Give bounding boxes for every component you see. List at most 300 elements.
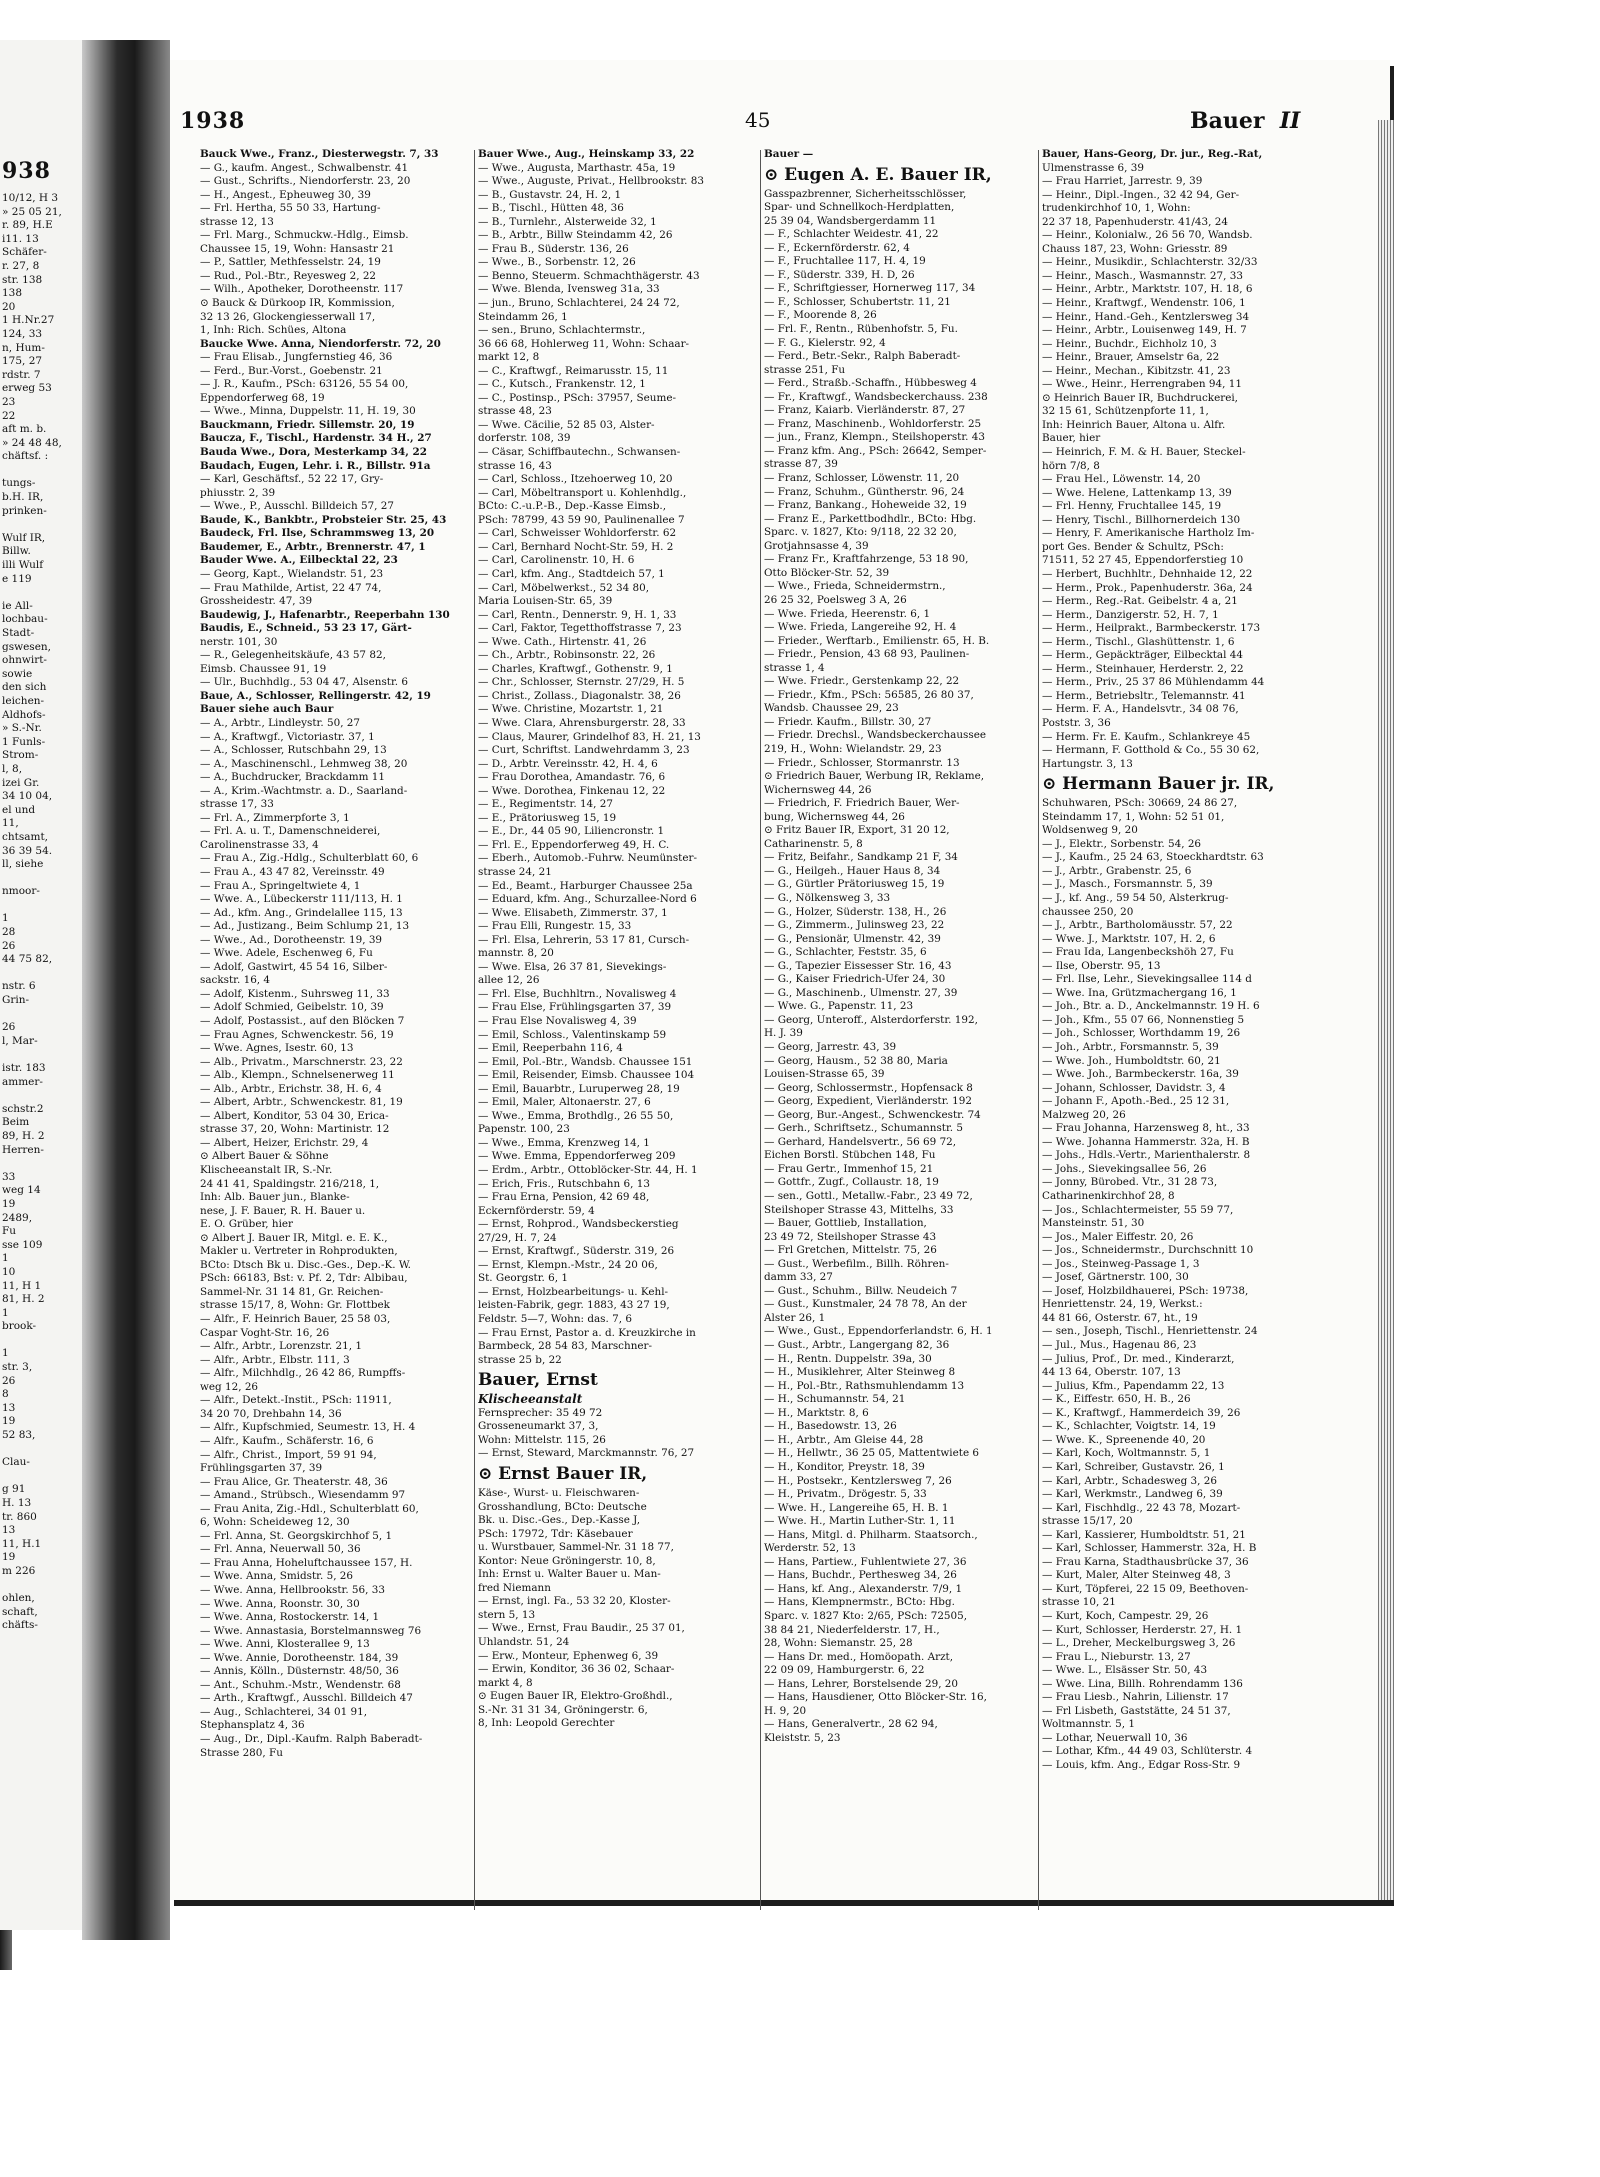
- previous-page-line: 1: [2, 1306, 9, 1319]
- directory-entry-line: — Herm., Tischl., Glashüttenstr. 1, 6: [1042, 635, 1235, 648]
- directory-entry-line: — Amand., Strübsch., Wiesendamm 97: [200, 1489, 406, 1502]
- directory-entry-line: Kontor: Neue Gröningerstr. 10, 8,: [478, 1554, 656, 1567]
- directory-entry-line: — Karl, Schlosser, Hammerstr. 32a, H. B: [1042, 1542, 1257, 1555]
- previous-page-line: gswesen,: [2, 640, 52, 653]
- directory-entry-line: St. Georgstr. 6, 1: [478, 1272, 568, 1285]
- previous-page-line: Herren-: [2, 1143, 44, 1156]
- directory-entry-line: Inh: Ernst u. Walter Bauer u. Man-: [478, 1568, 661, 1581]
- previous-page-line: 81, H. 2: [2, 1293, 45, 1306]
- previous-page-line: 22: [2, 409, 16, 422]
- previous-page-line: sse 109: [2, 1238, 43, 1251]
- directory-entry-line: — Wwe., Ad., Dorotheenstr. 19, 39: [200, 933, 383, 946]
- directory-entry-line: — Frl. Marg., Schmuckw.-Hdlg., Eimsb.: [200, 229, 409, 242]
- directory-entry-line: Chauss 187, 23, Wohn: Griesstr. 89: [1042, 242, 1228, 255]
- previous-page-year: 938: [2, 158, 51, 184]
- previous-page-line: 11,: [2, 817, 19, 830]
- previous-page-line: aft m. b.: [2, 423, 47, 436]
- directory-entry-line: — Hans, Hausdiener, Otto Blöcker-Str. 16,: [764, 1691, 987, 1704]
- directory-entry-line: — Emil, Maler, Altonaerstr. 27, 6: [478, 1096, 651, 1109]
- directory-entry-head: Bauer siehe auch Baur: [200, 703, 334, 716]
- directory-entry-line: — Ernst, Kraftwgf., Süderstr. 319, 26: [478, 1245, 675, 1258]
- directory-entry-line: — Frau Karna, Stadthausbrücke 37, 36: [1042, 1555, 1249, 1568]
- previous-page-line: 11, H.1: [2, 1537, 42, 1550]
- previous-page-line: nstr. 6: [2, 980, 36, 993]
- directory-entry-line: — Hans, Klempnermstr., BCto: Hbg.: [764, 1596, 955, 1609]
- directory-entry-line: bung, Wichernsweg 44, 26: [764, 810, 905, 823]
- previous-page-line: 138: [2, 287, 23, 300]
- directory-entry-line: Henriettenstr. 24, 19, Werkst.:: [1042, 1298, 1203, 1311]
- directory-entry-line: — C., Postinsp., PSch: 37957, Seume-: [478, 391, 676, 404]
- directory-entry-line: strasse 15/17, 20: [1042, 1515, 1133, 1528]
- directory-entry-line: — Wwe. A., Lübeckerstr 111/113, H. 1: [200, 893, 403, 906]
- previous-page-line: [2, 1157, 82, 1171]
- directory-entry-line: — Carl, Carolinenstr. 10, H. 6: [478, 554, 635, 567]
- previous-page-line: lochbau-: [2, 613, 48, 626]
- directory-entry-head: Bauckmann, Friedr. Sillemstr. 20, 19: [200, 418, 415, 431]
- directory-entry-line: — Frl. Else, Buchhltrn., Novalisweg 4: [478, 987, 677, 1000]
- directory-entry-line: — Frl. A. u. T., Damenschneiderei,: [200, 825, 381, 838]
- directory-entry-line: — D., Arbtr. Vereinsstr. 42, H. 4, 6: [478, 757, 658, 770]
- directory-entry-line: weg 12, 26: [200, 1380, 259, 1393]
- directory-entry-line: — Wwe. Ina, Grützmachergang 16, 1: [1042, 986, 1237, 999]
- directory-entry-line: — Joh., Btr. a. D., Anckelmannstr. 19 H. 6: [1042, 1000, 1260, 1013]
- directory-entry-line: — Gust., Werbefilm., Billh. Röhren-: [764, 1257, 949, 1270]
- directory-entry-line: — Herm., Betriebsltr., Telemannstr. 41: [1042, 689, 1246, 702]
- directory-entry-line: — Carl, Möbeltransport u. Kohlenhdlg.,: [478, 486, 687, 499]
- directory-entry-head: Baucza, F., Tischl., Hardenstr. 34 H., 27: [200, 432, 432, 445]
- directory-entry-line: — Friedr., Schlosser, Stormanrstr. 13: [764, 756, 960, 769]
- directory-entry-line: — F., Moorende 8, 26: [764, 309, 877, 322]
- previous-page-line: str. 3,: [2, 1361, 33, 1374]
- directory-entry-line: — Frau A., 43 47 82, Vereinsstr. 49: [200, 865, 385, 878]
- directory-entry-line: ⊙ Fritz Bauer IR, Export, 31 20 12,: [764, 824, 950, 837]
- directory-entry-line: — H., Postsekr., Kentzlersweg 7, 26: [764, 1474, 952, 1487]
- directory-entry-line: — B., Tischl., Hütten 48, 36: [478, 202, 624, 215]
- previous-page-fragment: [0, 40, 84, 1930]
- previous-page-line: l, 8,: [2, 762, 23, 775]
- column-rule: [474, 150, 475, 1910]
- previous-page-line: [2, 872, 82, 886]
- directory-entry-line: — Ferd., Straßb.-Schaffn., Hübbesweg 4: [764, 377, 977, 390]
- directory-entry-line: — Hans, kf. Ang., Alexanderstr. 7/9, 1: [764, 1582, 963, 1595]
- directory-entry-line: — Wwe. Helene, Lattenkamp 13, 39: [1042, 486, 1232, 499]
- directory-entry-head: Baucke Wwe. Anna, Niendorferstr. 72, 20: [200, 337, 441, 350]
- previous-page-line: [2, 464, 82, 478]
- directory-entry-line: — H., Musiklehrer, Alter Steinweg 8: [764, 1366, 956, 1379]
- directory-entry-line: — Wwe. Christine, Mozartstr. 1, 21: [478, 703, 664, 716]
- directory-entry-line: — Wwe., Minna, Duppelstr. 11, H. 19, 30: [200, 405, 416, 418]
- directory-entry-line: — A., Krim.-Wachtmstr. a. D., Saarland-: [200, 784, 408, 797]
- directory-entry-line: — A., Buchdrucker, Brackdamm 11: [200, 771, 385, 784]
- directory-entry-head: Bauck Wwe., Franz., Diesterwegstr. 7, 33: [200, 148, 439, 160]
- directory-entry-line: — Georg, Unteroff., Alsterdorferstr. 192,: [764, 1013, 978, 1026]
- directory-entry-line: Inh: Heinrich Bauer, Altona u. Alfr.: [1042, 418, 1226, 431]
- previous-page-line: 19: [2, 1197, 16, 1210]
- directory-entry-line: — Heinr., Arbtr., Marktstr. 107, H. 18, 6: [1042, 283, 1253, 296]
- directory-entry-line: — Heinr., Masch., Wasmannstr. 27, 33: [1042, 269, 1243, 282]
- previous-page-line: str. 138: [2, 273, 43, 286]
- previous-page-line: sowie: [2, 667, 33, 680]
- directory-entry-line: — Wwe. Elisabeth, Zimmerstr. 37, 1: [478, 906, 668, 919]
- directory-entry-line: — B., Turnlehr., Alsterweide 32, 1: [478, 215, 657, 228]
- previous-page-line: Strom-: [2, 749, 39, 762]
- directory-entry-line: — Alfr., Christ., Import, 59 91 94,: [200, 1448, 377, 1461]
- directory-entry-line: — Frl Gretchen, Mittelstr. 75, 26: [764, 1244, 937, 1257]
- directory-entry-line: PSch: 17972, Tdr: Käsebauer: [478, 1527, 633, 1540]
- directory-entry-line: — Julius, Kfm., Papendamm 22, 13: [1042, 1379, 1225, 1392]
- directory-entry-line: — Georg, Schlossermstr., Hopfensack 8: [764, 1081, 973, 1094]
- previous-page-line: Wulf IR,: [2, 531, 46, 544]
- directory-entry-line: strasse 16, 43: [478, 459, 552, 472]
- directory-entry-line: Caspar Voght-Str. 16, 26: [200, 1326, 330, 1339]
- directory-entry-line: — Carl, kfm. Ang., Stadtdeich 57, 1: [478, 567, 665, 580]
- directory-entry-line: — L., Dreher, Meckelburgsweg 3, 26: [1042, 1637, 1236, 1650]
- directory-entry-line: Poststr. 3, 36: [1042, 716, 1111, 729]
- directory-entry-line: nese, J. F. Bauer, R. H. Bauer u.: [200, 1204, 366, 1217]
- directory-entry-line: Grosseneumarkt 37, 3,: [478, 1420, 599, 1433]
- directory-entry-line: — Ernst, Klempn.-Mstr., 24 20 06,: [478, 1258, 658, 1271]
- directory-entry-line: — Jonny, Bürobed. Vtr., 31 28 73,: [1042, 1176, 1218, 1189]
- previous-page-line: 44 75 82,: [2, 953, 53, 966]
- directory-entry-line: — Wwe. H., Martin Luther-Str. 1, 11: [764, 1515, 956, 1528]
- directory-entry-line: — Charles, Kraftwgf., Gothenstr. 9, 1: [478, 662, 673, 675]
- directory-entry-line: leisten-Fabrik, gegr. 1883, 43 27 19,: [478, 1299, 670, 1312]
- directory-entry-line: — Frau Agnes, Schwenckestr. 56, 19: [200, 1028, 394, 1041]
- directory-entry-line: — Ferd., Bur.-Vorst., Goebenstr. 21: [200, 364, 383, 377]
- previous-page-line: chäftsf. :: [2, 450, 49, 463]
- directory-entry-line: Grosshandlung, BCto: Deutsche: [478, 1500, 647, 1513]
- directory-entry-line: — G., Nölkensweg 3, 33: [764, 891, 891, 904]
- directory-entry-line: — Frau Anita, Zig.-Hdl., Schulterblatt 60,: [200, 1502, 419, 1515]
- previous-page-line: » 25 05 21,: [2, 205, 62, 218]
- directory-entry-line: — Heinr., Dipl.-Ingen., 32 42 94, Ger-: [1042, 188, 1240, 201]
- directory-entry-line: — Ulr., Buchhdlg., 53 04 47, Alsenstr. 6: [200, 676, 408, 689]
- directory-entry-line: — Frau L., Nieburstr. 13, 27: [1042, 1650, 1191, 1663]
- directory-entry-line: — G., Holzer, Süderstr. 138, H., 26: [764, 905, 947, 918]
- directory-entry-line: — Frau Liesb., Nahrin, Lilienstr. 17: [1042, 1691, 1229, 1704]
- directory-entry-line: — Wwe. Blenda, Ivensweg 31a, 33: [478, 283, 660, 296]
- directory-entry-line: — E., Regimentstr. 14, 27: [478, 798, 613, 811]
- previous-page-line: Grin-: [2, 994, 30, 1007]
- directory-entry-line: — Emil, Reisender, Eimsb. Chaussee 104: [478, 1069, 695, 1082]
- directory-entry-line: — Alfr., Kupfschmied, Seumestr. 13, H. 4: [200, 1421, 416, 1434]
- directory-entry-line: dorferstr. 108, 39: [478, 432, 571, 445]
- directory-entry-line: PSch: 66183, Bst: v. Pf. 2, Tdr: Albibau,: [200, 1272, 408, 1285]
- directory-entry-line: — Herm. F. A., Handelsvtr., 34 08 76,: [1042, 703, 1239, 716]
- directory-entry-line: — B., Gustavstr. 24, H. 2, 1: [478, 188, 622, 201]
- directory-entry-line: — Frau Else Novalisweg 4, 39: [478, 1015, 637, 1027]
- directory-entry-line: — Karl, Koch, Woltmannstr. 5, 1: [1042, 1447, 1211, 1460]
- directory-entry-line: — Eberh., Automob.-Fuhrw. Neumünster-: [478, 852, 697, 865]
- directory-entry-line: — Erdm., Arbtr., Ottoblöcker-Str. 44, H. 1: [478, 1164, 698, 1177]
- directory-entry-line: Eichen Borstl. Stübchen 148, Fu: [764, 1149, 936, 1162]
- previous-page-line: chäfts-: [2, 1619, 38, 1632]
- display-advertisement-subtitle: Klischeeanstalt: [478, 1392, 583, 1407]
- previous-page-line: [2, 967, 82, 981]
- directory-entry-line: — J., kf. Ang., 59 54 50, Alsterkrug-: [1042, 891, 1229, 904]
- directory-entry-line: — G., Tapezier Eissesser Str. 16, 43: [764, 959, 952, 972]
- directory-entry-line: — Gust., Schrifts., Niendorferstr. 23, 20: [200, 175, 411, 188]
- directory-entry-line: — Joh., Kfm., 55 07 66, Nonnenstieg 5: [1042, 1013, 1245, 1026]
- directory-entry-line: Louisen-Strasse 65, 39: [764, 1068, 885, 1081]
- directory-entry-line: strasse 17, 33: [200, 798, 274, 811]
- directory-entry-line: — Frau A., Zig.-Hdlg., Schulterblatt 60, 6: [200, 852, 419, 865]
- previous-page-line: 33: [2, 1170, 16, 1183]
- directory-entry-line: — Jos., Schneidermstr., Durchschnitt 10: [1042, 1244, 1254, 1257]
- directory-entry-line: ⊙ Albert J. Bauer IR, Mitgl. e. E. K.,: [200, 1231, 388, 1244]
- directory-entry-line: — J. R., Kaufm., PSch: 63126, 55 54 00,: [200, 378, 409, 391]
- running-head-year: 1938: [180, 108, 246, 134]
- directory-entry-line: — H., Arbtr., Am Gleise 44, 28: [764, 1433, 924, 1446]
- directory-entry-line: — A., Schlosser, Rutschbahn 29, 13: [200, 744, 387, 757]
- directory-entry-line: — Gottfr., Zugf., Collaustr. 18, 19: [764, 1176, 939, 1189]
- directory-entry-line: Feldstr. 5—7, Wohn: das. 7, 6: [478, 1313, 632, 1326]
- directory-entry-line: — G., kaufm. Angest., Schwalbenstr. 41: [200, 161, 409, 174]
- directory-entry-line: — Rud., Pol.-Btr., Reyesweg 2, 22: [200, 269, 377, 282]
- directory-entry-line: — Ant., Schuhm.-Mstr., Wendenstr. 68: [200, 1678, 401, 1691]
- directory-entry-line: — F. G., Kielerstr. 92, 4: [764, 336, 886, 349]
- display-advertisement-name: ⊙ Eugen A. E. Bauer IR,: [764, 164, 992, 185]
- directory-entry-line: — G., Kaiser Friedrich-Ufer 24, 30: [764, 973, 946, 986]
- directory-entry-line: — Wwe. J., Marktstr. 107, H. 2, 6: [1042, 932, 1216, 945]
- directory-entry-line: — Wwe. Clara, Ahrensburgerstr. 28, 33: [478, 716, 686, 729]
- previous-page-line: » S.-Nr.: [2, 722, 42, 735]
- directory-entry-line: — Johs., Sievekingsallee 56, 26: [1042, 1162, 1207, 1175]
- directory-entry-line: — Ferd., Betr.-Sekr., Ralph Baberadt-: [764, 350, 961, 363]
- directory-entry-line: — Heinrich, F. M. & H. Bauer, Steckel-: [1042, 446, 1246, 459]
- column-rule: [1038, 150, 1039, 1910]
- directory-entry-line: Carolinenstrasse 33, 4: [200, 838, 319, 851]
- directory-entry-line: 34 20 70, Drehbahn 14, 36: [200, 1407, 342, 1420]
- section-numeral: II: [1279, 108, 1301, 134]
- previous-page-line: 1: [2, 1252, 9, 1265]
- directory-entry-line: — Ilse, Oberstr. 95, 13: [1042, 959, 1161, 972]
- previous-page-line: 26: [2, 1021, 16, 1034]
- directory-entry-line: — Frau Anna, Hoheluftchaussee 157, H.: [200, 1556, 413, 1569]
- directory-entry-line: — F., Schlachter Weidestr. 41, 22: [764, 228, 939, 241]
- previous-page-line: Clau-: [2, 1456, 30, 1469]
- directory-entry-line: — P., Sattler, Methfesselstr. 24, 19: [200, 256, 381, 269]
- directory-entry-line: — Herm., Prok., Papenhuderstr. 36a, 24: [1042, 581, 1253, 594]
- previous-page-line: [2, 1334, 82, 1348]
- directory-entry-line: Werderstr. 52, 13: [764, 1542, 856, 1555]
- directory-entry-line: Stephansplatz 4, 36: [200, 1719, 305, 1732]
- directory-entry-line: strasse 251, Fu: [764, 363, 846, 376]
- directory-entry-line: — Wwe. Elsa, 26 37 81, Sievekings-: [478, 960, 667, 973]
- directory-entry-line: — Wwe. Anna, Rostockerstr. 14, 1: [200, 1611, 380, 1624]
- directory-entry-line: strasse 1, 4: [764, 661, 825, 674]
- previous-page-line: illi Wulf: [2, 559, 44, 572]
- directory-entry-line: Bauer, hier: [1042, 432, 1101, 445]
- directory-entry-line: — Frau Gertr., Immenhof 15, 21: [764, 1162, 934, 1175]
- directory-entry-line: — Wwe. Dorothea, Finkenau 12, 22: [478, 784, 666, 797]
- directory-entry-line: — Frl. F., Rentn., Rübenhofstr. 5, Fu.: [764, 323, 958, 336]
- directory-entry-line: — Emil, Pol.-Btr., Wandsb. Chaussee 151: [478, 1055, 693, 1068]
- directory-entry-line: — Wwe. Lina, Billh. Rohrendamm 136: [1042, 1677, 1243, 1690]
- directory-entry-line: 28, Wohn: Siemanstr. 25, 28: [764, 1637, 913, 1650]
- directory-entry-line: — Frl. Hertha, 55 50 33, Hartung-: [200, 202, 381, 215]
- directory-entry-line: Strasse 280, Fu: [200, 1746, 283, 1759]
- directory-entry-line: — Alfr., F. Heinrich Bauer, 25 58 03,: [200, 1313, 391, 1326]
- directory-entry-line: Chaussee 15, 19, Wohn: Hansastr 21: [200, 242, 395, 255]
- directory-entry-line: Grotjahnsasse 4, 39: [764, 539, 869, 552]
- directory-entry-line: — E., Dr., 44 05 90, Liliencronstr. 1: [478, 825, 665, 838]
- directory-entry-line: — F., Eckernförderstr. 62, 4: [764, 241, 910, 254]
- previous-page-line: [2, 1579, 82, 1593]
- previous-page-text: [2, 192, 82, 1633]
- page-number: 45: [745, 108, 771, 132]
- directory-entry-line: — Frau Elli, Rungestr. 15, 33: [478, 920, 632, 933]
- directory-entry-line: — H., Schumannstr. 54, 21: [764, 1393, 906, 1406]
- directory-entry-line: — Josef, Gärtnerstr. 100, 30: [1042, 1271, 1189, 1284]
- directory-entry-line: — Alb., Arbtr., Erichstr. 38, H. 6, 4: [200, 1082, 382, 1095]
- previous-page-line: rdstr. 7: [2, 368, 41, 381]
- directory-entry-line: — Franz Fr., Kraftfahrzenge, 53 18 90,: [764, 553, 969, 566]
- directory-entry-line: — F., Schlosser, Schubertstr. 11, 21: [764, 295, 951, 308]
- directory-entry-line: markt 4, 8: [478, 1676, 533, 1689]
- directory-entry-line: — Benno, Steuerm. Schmachthägerstr. 43: [478, 269, 700, 282]
- previous-page-line: 19: [2, 1551, 16, 1564]
- directory-entry-line: strasse 25 b, 22: [478, 1353, 562, 1366]
- directory-entry-line: — Wwe., Frieda, Schneidermstrn.,: [764, 580, 946, 593]
- directory-entry-line: — J., Arbtr., Bartholomäusstr. 57, 22: [1042, 919, 1233, 932]
- directory-entry-line: — J., Masch., Forsmannstr. 5, 39: [1042, 878, 1213, 891]
- directory-entry-line: 219, H., Wohn: Wielandstr. 29, 23: [764, 742, 942, 755]
- previous-page-line: 34 10 04,: [2, 790, 53, 803]
- directory-entry-line: — Hans, Generalvertr., 28 62 94,: [764, 1718, 938, 1731]
- directory-entry-line: — Johs., Hdls.-Vertr., Marienthalerstr. 8: [1042, 1149, 1251, 1162]
- directory-entry-line: — Emil, Reeperbahn 116, 4: [478, 1042, 623, 1055]
- directory-entry-line: — Alfr., Milchhdlg., 26 42 86, Rumpffs-: [200, 1367, 406, 1380]
- directory-entry-line: — Franz, Bankang., Hoheweide 32, 19: [764, 499, 967, 512]
- directory-entry-line: — Frl. Henny, Fruchtallee 145, 19: [1042, 500, 1222, 513]
- directory-entry-line: strasse 87, 39: [764, 458, 838, 471]
- directory-entry-line: — Wwe. Joh., Humboldtstr. 60, 21: [1042, 1054, 1221, 1067]
- directory-entry-line: Spar- und Schnellkoch-Herdplatten,: [764, 201, 955, 214]
- directory-entry-line: 44 13 64, Oberstr. 107, 13: [1042, 1366, 1181, 1379]
- directory-entry-line: — Louis, kfm. Ang., Edgar Ross-Str. 9: [1042, 1758, 1241, 1771]
- directory-entry-line: — Erich, Fris., Rutschbahn 6, 13: [478, 1177, 650, 1190]
- directory-entry-line: strasse 37, 20, Wohn: Martinistr. 12: [200, 1123, 390, 1136]
- directory-entry-line: — Herm., Gepäckträger, Eilbecktal 44: [1042, 649, 1243, 662]
- directory-entry-line: 23 49 72, Steilshoper Strasse 43: [764, 1230, 937, 1243]
- directory-entry-line: — R., Gelegenheitskäufe, 43 57 82,: [200, 649, 386, 662]
- directory-entry-line: — Friedr., Pension, 43 68 93, Paulinen-: [764, 648, 970, 661]
- directory-entry-line: Catharinenkirchhof 28, 8: [1042, 1190, 1175, 1203]
- directory-entry-line: — Erwin, Konditor, 36 36 02, Schaar-: [478, 1663, 675, 1676]
- directory-entry-line: 36 66 68, Hohlerweg 11, Wohn: Schaar-: [478, 337, 690, 350]
- directory-entry-line: — jun., Bruno, Schlachterei, 24 24 72,: [478, 297, 680, 310]
- directory-entry-line: — Henry, Tischl., Billhornerdeich 130: [1042, 513, 1241, 526]
- previous-page-line: weg 14: [2, 1184, 41, 1197]
- directory-entry-line: — Friedr. Kaufm., Billstr. 30, 27: [764, 715, 932, 728]
- directory-entry-line: — Henry, F. Amerikanische Hartholz Im-: [1042, 527, 1255, 540]
- directory-entry-line: — Wwe. Anna, Hellbrookstr. 56, 33: [200, 1583, 385, 1596]
- directory-entry-line: Hartungstr. 3, 13: [1042, 757, 1133, 770]
- previous-page-line: Fu: [2, 1225, 17, 1238]
- directory-entry-line: chaussee 250, 20: [1042, 905, 1134, 918]
- directory-entry-line: 24 41 41, Spaldingstr. 216/218, 1,: [200, 1177, 380, 1190]
- directory-entry-line: — Wwe. Friedr., Gerstenkamp 22, 22: [764, 675, 960, 688]
- directory-entry-line: — G., Heilgeh., Hauer Haus 8, 34: [764, 864, 941, 877]
- directory-entry-line: — Friedr. Drechsl., Wandsbeckerchaussee: [764, 729, 986, 742]
- previous-page-line: 13: [2, 1401, 16, 1414]
- directory-entry-line: — Wwe. Cäcilie, 52 85 03, Alster-: [478, 418, 655, 431]
- directory-entry-line: strasse 15/17, 8, Wohn: Gr. Flottbek: [200, 1299, 390, 1312]
- directory-entry-line: — Karl, Fischhdlg., 22 43 78, Mozart-: [1042, 1501, 1241, 1514]
- directory-entry-line: — Wwe. K., Spreenende 40, 20: [1042, 1433, 1206, 1446]
- directory-entry-line: ⊙ Bauck & Dürkoop IR, Kommission,: [200, 297, 395, 310]
- previous-page-line: nmoor-: [2, 885, 40, 898]
- directory-entry-line: — Herm., Heilprakt., Barmbeckerstr. 173: [1042, 622, 1261, 635]
- directory-entry-line: — Hans, Mitgl. d. Philharm. Staatsorch.,: [764, 1528, 978, 1541]
- directory-entry-line: — Ch., Arbtr., Robinsonstr. 22, 26: [478, 649, 656, 662]
- directory-entry-line: — Eduard, kfm. Ang., Schurzallee-Nord 6: [478, 893, 697, 906]
- directory-entry-line: — Frau Erna, Pension, 42 69 48,: [478, 1191, 650, 1204]
- directory-entry-line: — Karl, Geschäftsf., 52 22 17, Gry-: [200, 473, 384, 486]
- directory-entry-line: — Wwe. Frieda, Langereihe 92, H. 4: [764, 621, 957, 634]
- directory-entry-line: — Karl, Kassierer, Humboldtstr. 51, 21: [1042, 1528, 1246, 1541]
- directory-entry-line: — Carl, Bernhard Nocht-Str. 59, H. 2: [478, 540, 674, 553]
- previous-page-line: Billw.: [2, 545, 31, 558]
- directory-entry-line: — Karl, Arbtr., Schadesweg 3, 26: [1042, 1474, 1217, 1487]
- directory-entry-line: — Alfr., Arbtr., Lorenzstr. 21, 1: [200, 1340, 362, 1353]
- directory-entry-line: phiusstr. 2, 39: [200, 486, 276, 499]
- directory-entry-line: — Wwe. Frieda, Heerenstr. 6, 1: [764, 607, 931, 620]
- directory-entry-line: — Herm. Fr. E. Kaufm., Schlankreye 45: [1042, 730, 1251, 743]
- directory-entry-line: — Jos., Steinweg-Passage 1, 3: [1042, 1257, 1200, 1270]
- previous-page-line: 10/12, H 3: [2, 192, 59, 204]
- previous-page-line: brook-: [2, 1320, 37, 1333]
- directory-entry-line: Wohn: Mittelstr. 115, 26: [478, 1433, 606, 1446]
- previous-page-line: 20: [2, 300, 16, 313]
- directory-entry-line: Sparc. v. 1827 Kto: 2/65, PSch: 72505,: [764, 1609, 968, 1622]
- directory-entry-line: Wichernsweg 44, 26: [764, 783, 872, 796]
- directory-entry-line: — Frau Harriet, Jarrestr. 9, 39: [1042, 175, 1203, 188]
- directory-entry-line: — Lothar, Kfm., 44 49 03, Schlüterstr. 4: [1042, 1745, 1253, 1758]
- directory-entry-line: — Cäsar, Schiffbautechn., Schwansen-: [478, 446, 681, 459]
- directory-entry-line: Steindamm 17, 1, Wohn: 52 51 01,: [1042, 810, 1225, 823]
- directory-entry-line: Mansteinstr. 51, 30: [1042, 1217, 1145, 1230]
- previous-page-line: i11. 13: [2, 232, 39, 245]
- directory-entry-line: — Erw., Monteur, Ephenweg 6, 39: [478, 1649, 659, 1662]
- directory-entry-line: — H., Konditor, Preystr. 18, 39: [764, 1460, 925, 1473]
- previous-page-line: 28: [2, 926, 16, 939]
- previous-page-line: 19: [2, 1415, 16, 1428]
- previous-page-line: ie All-: [2, 599, 33, 612]
- directory-entry-line: — G., Zimmerm., Julinsweg 23, 22: [764, 919, 945, 932]
- directory-entry-line: Makler u. Vertreter in Rohprodukten,: [200, 1245, 398, 1258]
- directory-entry-line: — Karl, Schreiber, Gustavstr. 26, 1: [1042, 1460, 1225, 1473]
- directory-entry-line: Fernsprecher: 35 49 72: [478, 1406, 603, 1419]
- directory-entry-head: Baudis, E., Schneid., 53 23 17, Gärt-: [200, 622, 412, 635]
- directory-entry-line: — Lothar, Neuerwall 10, 36: [1042, 1731, 1188, 1744]
- directory-entry-line: 32 13 26, Glockengiesserwall 17,: [200, 310, 376, 323]
- previous-page-line: 36 39 54.: [2, 844, 53, 857]
- directory-entry-line: — Adolf Schmied, Geibelstr. 10, 39: [200, 1001, 384, 1014]
- directory-entry-line: E. O. Grüber, hier: [200, 1218, 294, 1231]
- previous-page-line: 1 H.Nr.27: [2, 314, 55, 327]
- display-advertisement-name: Bauer, Ernst: [478, 1370, 598, 1391]
- previous-page-line: 175, 27: [2, 355, 43, 368]
- previous-page-line: prinken-: [2, 504, 47, 517]
- directory-entry-line: — Gust., Schuhm., Billw. Neudeich 7: [764, 1284, 958, 1297]
- directory-column-4: [1042, 148, 1300, 1773]
- directory-entry-line: allee 12, 26: [478, 974, 540, 987]
- directory-entry-line: — sen., Gottl., Metallw.-Fabr., 23 49 72,: [764, 1190, 973, 1203]
- directory-entry-line: — Ed., Beamt., Harburger Chaussee 25a: [478, 879, 693, 892]
- directory-entry-line: — G., Schlachter, Feststr. 35, 6: [764, 946, 927, 959]
